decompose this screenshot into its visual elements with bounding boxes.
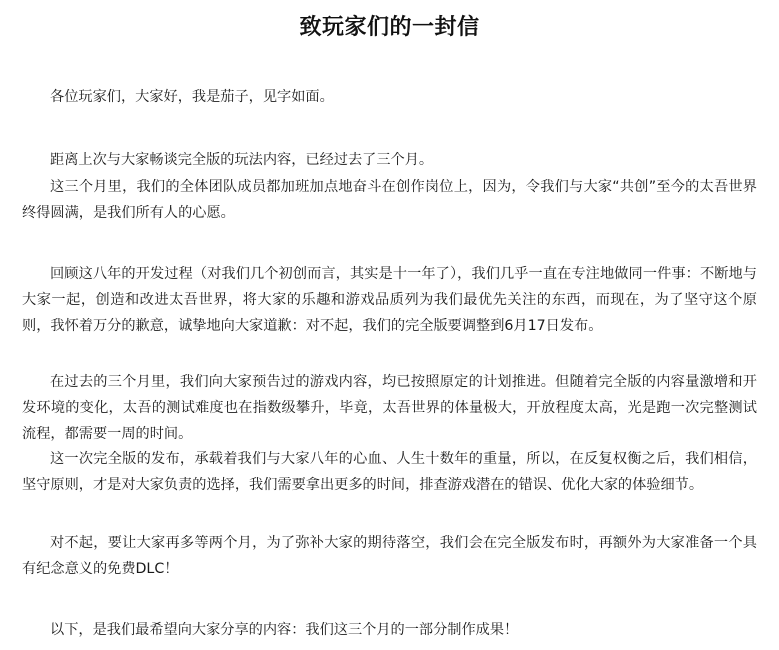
paragraph-testing-difficulty: 在过去的三个月里，我们向大家预告过的游戏内容，均已按照原定的计划推进。但随着完全版的内容量激增和开发环境的变化，太吾的测试难度也在指数级攀升，毕竟，太吾世界的体量极大，开放程度太高，光是跑一次完整测试流程，都需要一周的时间。 <box>22 374 757 442</box>
paragraph-team-effort: 这三个月里，我们的全体团队成员都加班加点地奋斗在创作岗位上，因为，令我们与大家“共创”至今的太吾世界终得圆满，是我们所有人的心愿。 <box>22 179 757 221</box>
paragraph-greeting: 各位玩家们，大家好，我是茄子，见字如面。 <box>50 89 334 105</box>
paragraph-apology-delay: 回顾这八年的开发过程（对我们几个初创而言，其实是十一年了），我们几乎一直在专注地做同一件事：不断地与大家一起，创造和改进太吾世界，将大家的乐趣和游戏品质列为我们最优先关注的东西，而现在，为了坚守这个原则，我怀着万分的歉意，诚挚地向大家道歉：对不起，我们的完全版要调整到6月17日发布。 <box>22 266 757 334</box>
paragraph-release-decision: 这一次完全版的发布，承载着我们与大家八年的心血、人生十数年的重量，所以，在反复权衡之后，我们相信，坚守原则，才是对大家负责的选择，我们需要拿出更多的时间，排查游戏潜在的错误、优化大家的体验细节。 <box>22 451 757 493</box>
letter-title: 致玩家们的一封信 <box>299 15 480 40</box>
paragraph-free-dlc: 对不起，要让大家再多等两个月，为了弥补大家的期待落空，我们会在完全版发布时，再额外为大家准备一个具有纪念意义的免费DLC！ <box>22 535 757 577</box>
paragraph-time-passed: 距离上次与大家畅谈完全版的玩法内容，已经过去了三个月。 <box>50 152 434 168</box>
paragraph-sharing-progress: 以下，是我们最希望向大家分享的内容：我们这三个月的一部分制作成果！ <box>50 622 519 638</box>
